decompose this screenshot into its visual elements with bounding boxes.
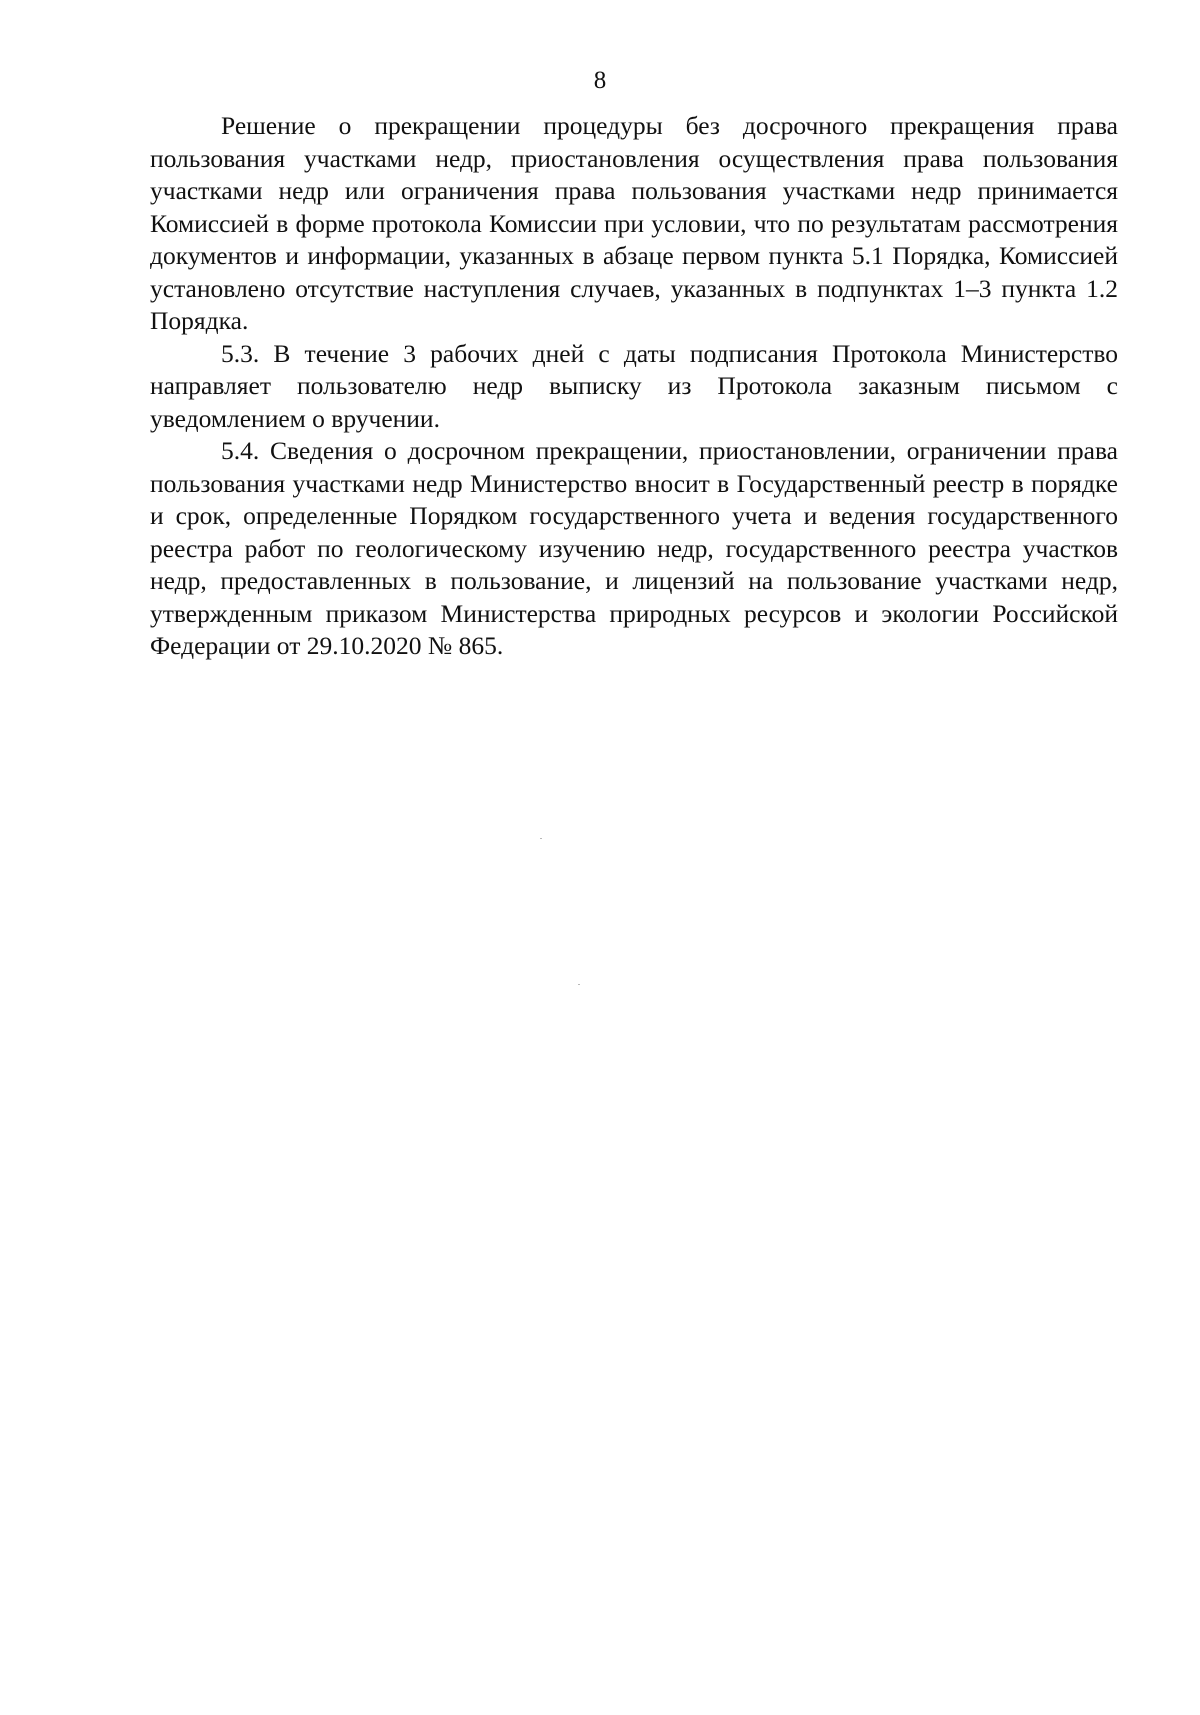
paragraph-5-3: 5.3. В течение 3 рабочих дней с даты подписания Протокола Министерство направляет пользователю недр выписку из Протокола заказным письмом с уведомлением о вручении. xyxy=(150,338,1118,433)
paragraph-5-4: 5.4. Сведения о досрочном прекращении, приостановлении, ограничении права пользования участками недр Министерство вносит в Государственный реестр в порядке и срок, определенные Порядком государственного учета и ведения государственного реестра работ по геологическому изучению недр, государственного реестра участков недр, предоставленных в пользование, и лицензий на пользование участками недр, утвержденным приказом Министерства природных ресурсов и экологии Российской Федерации от 29.10.2020 № 865. xyxy=(150,436,1118,660)
scan-artifact xyxy=(540,838,542,839)
document-body xyxy=(150,110,1118,663)
page-number: 8 xyxy=(593,67,607,94)
scan-artifact xyxy=(578,984,580,985)
paragraph-decision: Решение о прекращении процедуры без досрочного прекращения права пользования участками недр, приостановления осуществления права пользования участками недр или ограничения права пользования участками недр принимается Комиссией в форме протокола Комиссии при условии, что по результатам рассмотрения документов и информации, указанных в абзаце первом пункта 5.1 Порядка, Комиссией установлено отсутствие наступления случаев, указанных в подпунктах 1–3 пункта 1.2 Порядка. xyxy=(150,111,1118,335)
